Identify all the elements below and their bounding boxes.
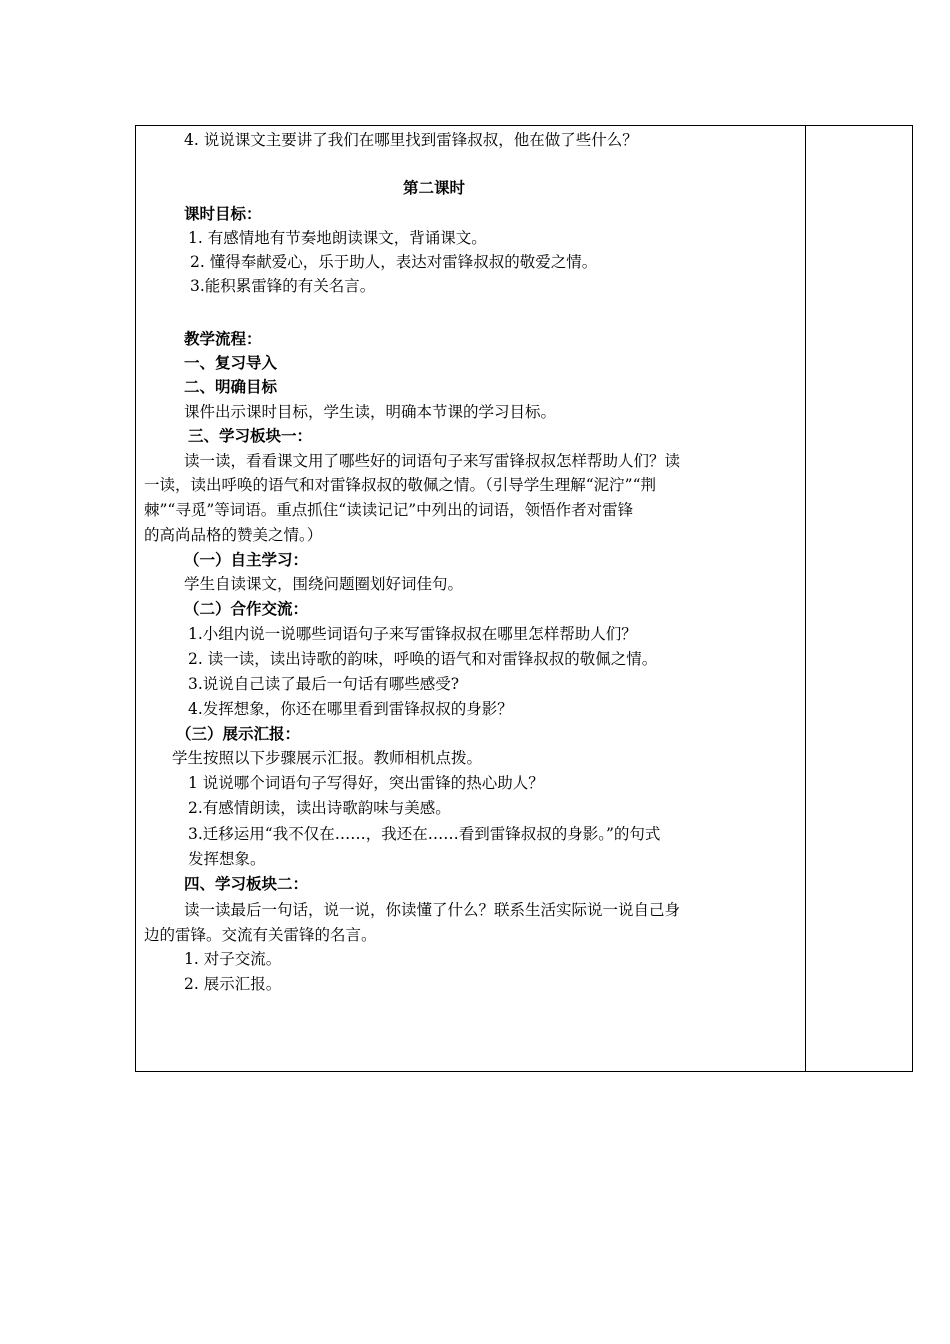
heading: （二）合作交流：: [184, 599, 309, 618]
text-line: 的高尚品格的赞美之情。）: [144, 526, 323, 544]
section-title: 第二课时: [403, 178, 466, 197]
heading: （三）展示汇报：: [176, 724, 301, 743]
text-line: 2.有感情朗读，读出诗歌韵味与美感。: [188, 799, 451, 817]
text-line: 学生自读课文，围绕问题圈划好词佳句。: [184, 575, 464, 593]
heading: 一、复习导入: [184, 353, 278, 372]
text-line: 2. 懂得奉献爱心，乐于助人，表达对雷锋叔叔的敬爱之情。: [190, 253, 598, 271]
text-line: 1. 有感情地有节奏地朗读课文，背诵课文。: [188, 229, 487, 247]
text-line: 一读，读出呼唤的语气和对雷锋叔叔的敬佩之情。（引导学生理解“泥泞”“荆: [144, 476, 657, 494]
text-line: 3.迁移运用“我不仅在……，我还在……看到雷锋叔叔的身影。”的句式: [188, 825, 661, 843]
heading: 三、学习板块一：: [188, 426, 313, 445]
text-line: 读一读最后一句话，说一说，你读懂了什么？联系生活实际说一说自己身: [184, 901, 681, 919]
content-cell: [136, 126, 805, 1071]
text-line: 读一读，看看课文用了哪些好的词语句子来写雷锋叔叔怎样帮助人们？读: [184, 452, 681, 470]
text-line: 1. 对子交流。: [184, 950, 282, 968]
text-line: 3.说说自己读了最后一句话有哪些感受?: [188, 675, 460, 693]
text-line: 边的雷锋。交流有关雷锋的名言。: [144, 926, 377, 944]
text-line: 2. 展示汇报。: [184, 975, 282, 993]
heading: 教学流程：: [184, 329, 262, 348]
text-line: 发挥想象。: [188, 850, 266, 868]
text-line: 学生按照以下步骤展示汇报。教师相机点拨。: [172, 749, 483, 767]
heading: （一）自主学习：: [184, 550, 309, 569]
text-line: 4.发挥想象，你还在哪里看到雷锋叔叔的身影？: [188, 700, 513, 718]
text-line: 4. 说说课文主要讲了我们在哪里找到雷锋叔叔，他在做了些什么？: [184, 131, 638, 149]
heading: 二、明确目标: [184, 377, 278, 396]
text-line: 课件出示课时目标，学生读，明确本节课的学习目标。: [184, 403, 557, 421]
text-line: 棘”“寻觅”等词语。重点抓住“读读记记”中列出的词语，领悟作者对雷锋: [144, 501, 634, 519]
lesson-table: [135, 125, 913, 1072]
text-line: 2. 读一读，读出诗歌的韵味，呼唤的语气和对雷锋叔叔的敬佩之情。: [188, 650, 658, 668]
heading: 课时目标：: [184, 204, 262, 223]
notes-cell: [806, 126, 912, 1071]
text-line: 3.能积累雷锋的有关名言。: [190, 277, 376, 295]
text-line: 1.小组内说一说哪些词语句子来写雷锋叔叔在哪里怎样帮助人们？: [188, 625, 637, 643]
heading: 四、学习板块二：: [184, 874, 309, 893]
text-line: 1 说说哪个词语句子写得好，突出雷锋的热心助人？: [188, 774, 544, 792]
